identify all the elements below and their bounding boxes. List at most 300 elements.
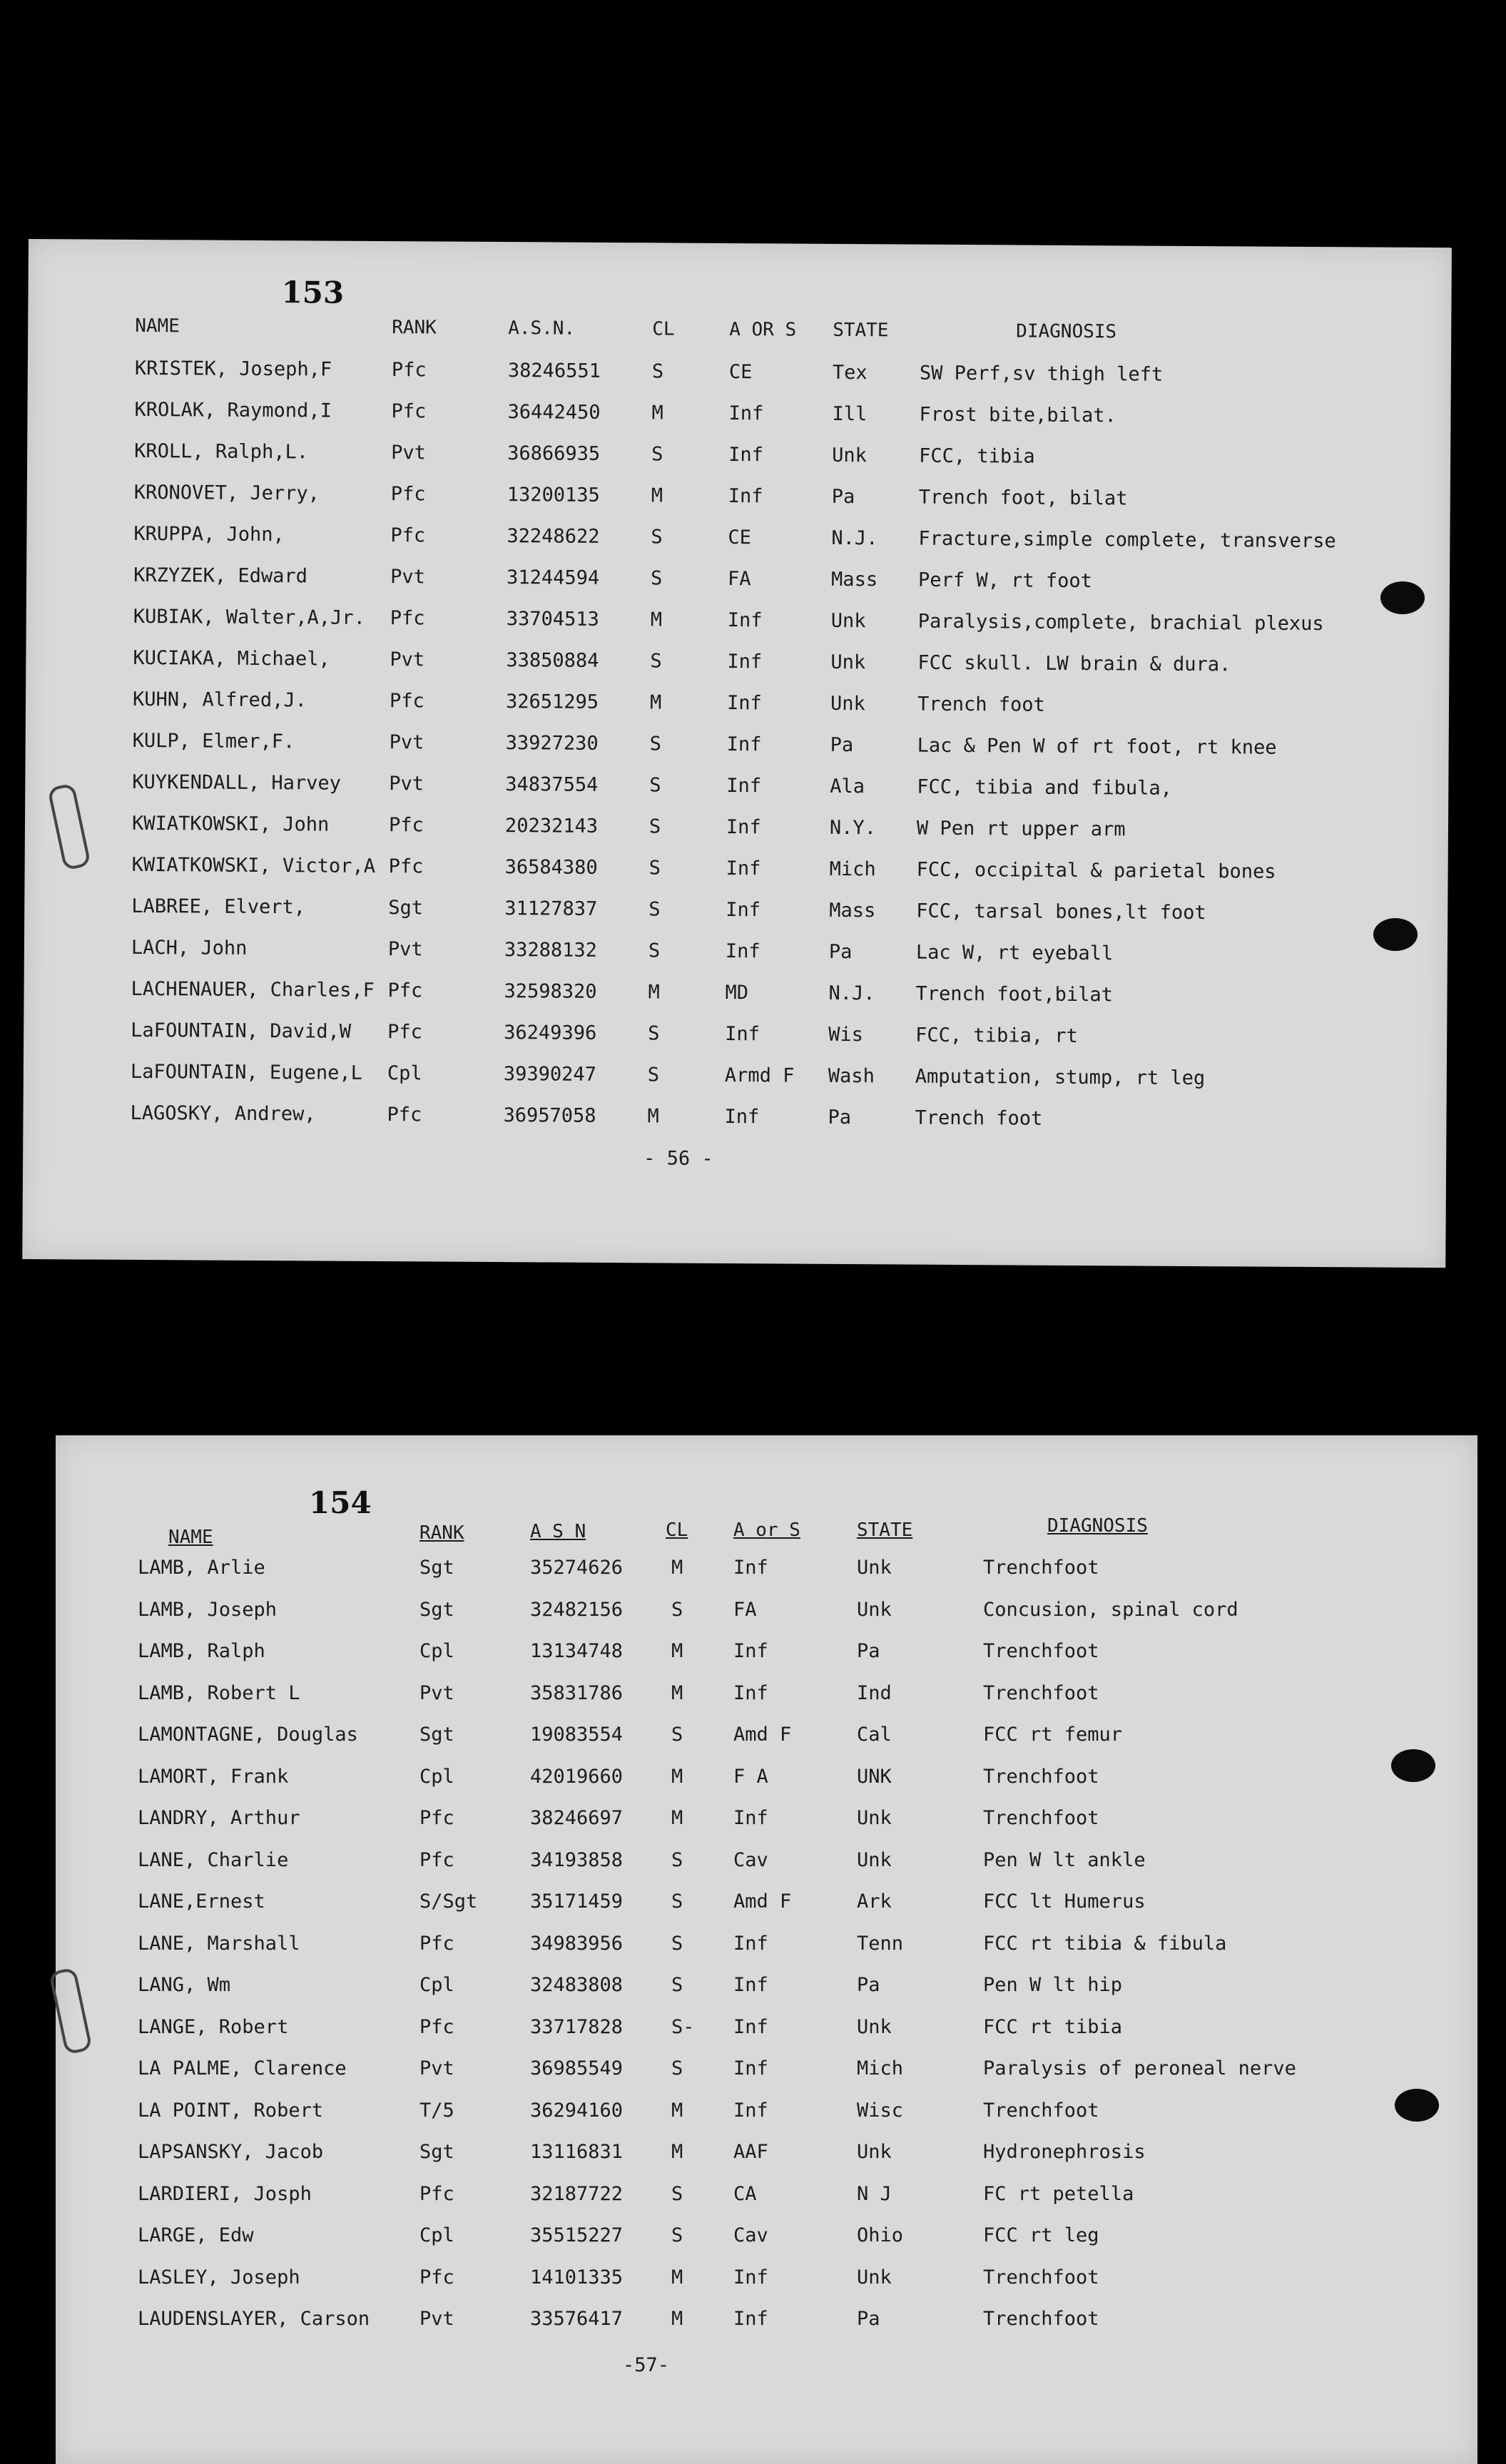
cell-state: Tenn [857, 1932, 904, 1955]
cell-aors: Inf [733, 1557, 768, 1579]
cell-state: Unk [857, 2141, 892, 2163]
cell-diagnosis: FCC, occipital & parietal bones [916, 858, 1276, 883]
cell-diagnosis: Trenchfoot [983, 1765, 1099, 1788]
cell-name: LASLEY, Joseph [138, 2266, 300, 2289]
cell-cl: S [671, 2182, 683, 2205]
cell-aors: FA [728, 567, 751, 591]
table-row [56, 2141, 1477, 2182]
cell-diagnosis: Paralysis,complete, brachial plexus [917, 610, 1324, 636]
cell-name: KRUPPA, John, [133, 522, 285, 546]
cell-state: Wisc [857, 2099, 904, 2122]
cell-aors: Inf [726, 774, 762, 798]
table-row [56, 2016, 1477, 2057]
cell-rank: Pfc [419, 1848, 454, 1871]
cell-aors: FA [733, 1598, 757, 1621]
cell-aors: Amd F [733, 1890, 792, 1913]
cell-asn: 32598320 [504, 980, 597, 1003]
table-row [56, 1599, 1477, 1640]
cell-state: Ind [857, 1681, 892, 1704]
cell-name: LACHENAUER, Charles,F [131, 977, 375, 1002]
cell-aors: Inf [733, 2015, 768, 2038]
cell-aors: Cav [733, 1848, 768, 1871]
cell-cl: S [648, 815, 661, 838]
cell-asn: 42019660 [530, 1765, 624, 1788]
cell-rank: Pfc [389, 690, 424, 713]
page-footer: -57- [623, 2354, 670, 2376]
cell-cl: S [671, 2057, 683, 2079]
table-row [56, 1682, 1477, 1724]
table-row [56, 1974, 1477, 2015]
cell-state: Mich [829, 857, 876, 881]
cell-name: LABREE, Elvert, [131, 895, 306, 919]
cell-state: Unk [830, 692, 865, 716]
table-row [56, 2308, 1477, 2349]
table-row [56, 1849, 1477, 1890]
cell-aors: Inf [733, 1974, 768, 1996]
cell-rank: Cpl [419, 1765, 454, 1788]
cell-rank: Pfc [387, 1021, 423, 1044]
cell-diagnosis: Lac & Pen W of rt foot, rt knee [917, 734, 1277, 759]
cell-cl: M [649, 691, 662, 714]
cell-asn: 32187722 [530, 2182, 624, 2205]
cell-rank: Pvt [389, 731, 424, 754]
cell-rank: Pfc [419, 2182, 454, 2205]
cell-state: Unk [857, 1848, 892, 1871]
punch-hole [1391, 1749, 1435, 1782]
cell-rank: Pfc [390, 483, 426, 506]
cell-rank: Pvt [419, 2057, 454, 2079]
cell-rank: Sgt [419, 2141, 454, 2163]
cell-aors: Inf [726, 691, 762, 715]
cell-state: Unk [857, 1557, 892, 1579]
cell-cl: S [649, 774, 661, 797]
cell-aors: Inf [733, 2099, 768, 2122]
cell-cl: S [671, 1974, 683, 1996]
cell-cl: S [648, 898, 661, 921]
cell-cl: M [671, 1557, 683, 1579]
cell-state: N.Y. [829, 816, 877, 840]
cell-name: LA POINT, Robert [138, 2099, 324, 2122]
cell-rank: Pfc [419, 2015, 454, 2038]
cell-asn: 35831786 [530, 1681, 624, 1704]
cell-aors: Inf [733, 1807, 768, 1829]
cell-state: Pa [828, 940, 853, 964]
cell-rank: Pfc [419, 2266, 454, 2289]
cell-diagnosis: Trench foot [915, 1106, 1043, 1130]
cell-cl: M [647, 1105, 659, 1128]
cell-name: LAMB, Robert L [138, 1681, 300, 1704]
cell-rank: Cpl [387, 1062, 422, 1085]
table-row [56, 2224, 1477, 2266]
cell-name: KUBIAK, Walter,A,Jr. [133, 605, 365, 629]
cell-diagnosis: FCC, tibia [919, 444, 1035, 468]
cell-state: Pa [828, 1106, 852, 1129]
cell-state: Pa [830, 733, 854, 757]
cell-aors: AAF [733, 2141, 768, 2163]
cell-diagnosis: Concusion, spinal cord [983, 1598, 1238, 1621]
cell-state: Wash [828, 1064, 875, 1088]
cell-state: Wis [828, 1023, 864, 1047]
cell-asn: 34837554 [505, 773, 599, 796]
cell-asn: 36249396 [504, 1022, 597, 1044]
cell-name: LAMONTAGNE, Douglas [138, 1724, 358, 1746]
header-name: NAME [135, 315, 180, 337]
cell-state: Unk [857, 1807, 892, 1829]
cell-rank: T/5 [419, 2099, 454, 2122]
cell-aors: Inf [733, 1932, 768, 1955]
cell-cl: S [671, 1724, 683, 1746]
cell-diagnosis: FCC, tibia, rt [915, 1024, 1078, 1048]
cell-aors: Armd F [724, 1064, 795, 1087]
cell-rank: Cpl [419, 1640, 454, 1662]
cell-asn: 31244594 [507, 566, 600, 589]
cell-state: Ill [832, 402, 868, 426]
cell-aors: Inf [733, 2308, 768, 2330]
cell-cl: S [651, 526, 663, 549]
cell-cl: M [671, 1640, 683, 1662]
cell-rank: Sgt [419, 1598, 454, 1621]
cell-rank: Pfc [390, 607, 425, 630]
cell-asn: 19083554 [530, 1724, 624, 1746]
cell-diagnosis: FC rt petella [983, 2182, 1134, 2205]
cell-asn: 33927230 [505, 732, 599, 755]
cell-asn: 35515227 [530, 2224, 624, 2246]
cell-diagnosis: FCC rt tibia & fibula [983, 1932, 1227, 1955]
cell-name: LANG, Wm [138, 1974, 231, 1996]
cell-diagnosis: FCC skull. LW brain & dura. [917, 651, 1231, 676]
cell-diagnosis: Trenchfoot [983, 2099, 1099, 2122]
cell-cl: M [648, 981, 660, 1004]
cell-state: N.J. [828, 982, 875, 1005]
header-rank: RANK [392, 317, 437, 339]
cell-cl: M [671, 2308, 683, 2330]
cell-aors: Inf [726, 815, 761, 839]
table-row [56, 1766, 1477, 1807]
cell-asn: 36442450 [507, 401, 601, 424]
cell-rank: Pfc [387, 1104, 422, 1126]
cell-diagnosis: FCC, tibia and fibula, [917, 775, 1173, 800]
cell-cl: M [671, 2266, 683, 2289]
cell-name: KRZYZEK, Edward [133, 564, 308, 588]
cell-name: KROLL, Ralph,L. [134, 439, 309, 464]
cell-state: Mass [831, 568, 878, 591]
cell-aors: Cav [733, 2224, 768, 2246]
cell-asn: 13134748 [530, 1640, 624, 1662]
cell-diagnosis: Trench foot [917, 693, 1045, 716]
cell-asn: 36294160 [530, 2099, 624, 2122]
cell-diagnosis: FCC rt femur [983, 1724, 1123, 1746]
cell-state: Ohio [857, 2224, 904, 2246]
cell-aors: Inf [728, 484, 763, 508]
cell-state: Pa [857, 1640, 880, 1662]
cell-asn: 35274626 [530, 1557, 624, 1579]
cell-rank: Pvt [387, 938, 423, 961]
cell-name: LAMB, Ralph [138, 1640, 265, 1662]
cell-cl: S- [671, 2015, 695, 2038]
cell-rank: Pfc [419, 1932, 454, 1955]
cell-asn: 39390247 [503, 1063, 597, 1086]
cell-asn: 38246697 [530, 1807, 624, 1829]
cell-asn: 36584380 [504, 856, 598, 879]
cell-name: LAPSANSKY, Jacob [138, 2141, 324, 2163]
cell-name: LANE,Ernest [138, 1890, 265, 1913]
cell-diagnosis: Trenchfoot [983, 1557, 1099, 1579]
record-card-153 [22, 239, 1452, 1268]
cell-aors: Inf [728, 402, 764, 425]
cell-diagnosis: Lac W, rt eyeball [915, 941, 1114, 965]
cell-rank: Cpl [419, 2224, 454, 2246]
cell-state: N.J. [831, 526, 878, 550]
header-a-or-s: A OR S [729, 319, 797, 341]
cell-diagnosis: Trench foot,bilat [915, 982, 1113, 1007]
cell-state: Ark [857, 1890, 892, 1913]
cell-state: UNK [857, 1765, 892, 1788]
cell-asn: 34983956 [530, 1932, 624, 1955]
header-cl: CL [666, 1519, 688, 1541]
cell-diagnosis: Frost bite,bilat. [919, 403, 1116, 427]
cell-asn: 32482156 [530, 1598, 624, 1621]
cell-rank: Pvt [391, 442, 427, 464]
cell-asn: 33704513 [506, 608, 599, 631]
cell-name: LANE, Marshall [138, 1932, 300, 1955]
cell-name: LaFOUNTAIN, David,W [131, 1019, 352, 1043]
cell-diagnosis: W Pen rt upper arm [916, 817, 1126, 841]
cell-state: Mich [857, 2057, 904, 2079]
cell-diagnosis: Trenchfoot [983, 1807, 1099, 1829]
cell-aors: Inf [725, 940, 760, 963]
cell-state: Unk [830, 609, 866, 633]
cell-state: Cal [857, 1724, 892, 1746]
table-row [56, 1724, 1477, 1765]
cell-asn: 36985549 [530, 2057, 624, 2079]
cell-aors: Inf [726, 898, 761, 922]
cell-cl: M [671, 1765, 683, 1788]
cell-name: LAMB, Arlie [138, 1557, 265, 1579]
cell-cl: M [671, 2099, 683, 2122]
cell-diagnosis: Amputation, stump, rt leg [915, 1065, 1206, 1090]
table-row [56, 1557, 1477, 1598]
table-row [56, 2057, 1477, 2099]
cell-asn: 34193858 [530, 1848, 624, 1871]
cell-asn: 13116831 [530, 2141, 624, 2163]
cell-cl: S [647, 1064, 660, 1086]
cell-rank: Sgt [419, 1724, 454, 1746]
cell-state: Pa [831, 485, 855, 509]
cell-diagnosis: Fracture,simple complete, transverse [918, 527, 1336, 553]
punch-hole [1395, 2089, 1439, 2122]
cell-aors: CA [733, 2182, 757, 2205]
cell-rank: Cpl [419, 1974, 454, 1996]
header-state: STATE [833, 319, 889, 342]
cell-state: Unk [830, 651, 866, 674]
cell-state: Ala [830, 775, 865, 798]
cell-rank: Pvt [419, 1681, 454, 1704]
punch-hole [1373, 918, 1418, 951]
cell-name: LA PALME, Clarence [138, 2057, 347, 2079]
cell-aors: CE [728, 361, 753, 384]
cell-aors: Inf [733, 2266, 768, 2289]
cell-state: Unk [857, 2015, 892, 2038]
cell-aors: MD [725, 981, 749, 1004]
cell-cl: S [651, 567, 663, 590]
cell-cl: S [648, 940, 661, 962]
table-row [56, 1890, 1477, 1932]
record-card-154 [56, 1435, 1477, 2464]
table-row [23, 1101, 1446, 1151]
cell-rank: Pvt [390, 648, 425, 671]
cell-cl: S [649, 733, 662, 755]
cell-aors: Inf [733, 1681, 768, 1704]
header-cl: CL [652, 318, 675, 340]
table-row [56, 2266, 1477, 2308]
cell-rank: S/Sgt [419, 1890, 478, 1913]
header-state: STATE [857, 1519, 913, 1541]
cell-name: KUHN, Alfred,J. [132, 688, 307, 712]
header-name: NAME [168, 1527, 213, 1548]
cell-state: Mass [829, 899, 876, 922]
cell-diagnosis: Trenchfoot [983, 1681, 1099, 1704]
cell-name: LANE, Charlie [138, 1848, 289, 1871]
cell-diagnosis: FCC rt leg [983, 2224, 1099, 2246]
cell-rank: Pfc [390, 524, 426, 547]
cell-name: LARDIERI, Josph [138, 2182, 312, 2205]
cell-diagnosis: Trench foot, bilat [918, 486, 1128, 510]
cell-name: LANGE, Robert [138, 2015, 289, 2038]
cell-diagnosis: SW Perf,sv thigh left [919, 362, 1164, 386]
table-row [56, 1933, 1477, 1974]
cell-name: LAMORT, Frank [138, 1765, 289, 1788]
cell-rank: Pfc [391, 359, 427, 382]
cell-asn: 32483808 [530, 1974, 624, 1996]
cell-diagnosis: Hydronephrosis [983, 2141, 1146, 2163]
table-row [56, 2183, 1477, 2224]
header-diagnosis: DIAGNOSIS [1047, 1515, 1148, 1537]
cell-rank: Sgt [388, 897, 424, 920]
cell-diagnosis: Trenchfoot [983, 2266, 1099, 2289]
cell-diagnosis: Pen W lt hip [983, 1974, 1123, 1996]
header-asn: A.S.N. [508, 317, 576, 340]
cell-rank: Pvt [390, 566, 425, 589]
cell-asn: 36866935 [507, 442, 601, 465]
cell-asn: 33717828 [530, 2015, 624, 2038]
page-footer: - 56 - [643, 1147, 713, 1170]
cell-state: Pa [857, 2308, 880, 2330]
cell-name: KUYKENDALL, Harvey [132, 770, 342, 795]
cell-rank: Pfc [388, 855, 424, 878]
table-row [56, 2099, 1477, 2141]
cell-diagnosis: Trenchfoot [983, 1640, 1099, 1662]
cell-aors: CE [728, 526, 752, 549]
cell-diagnosis: Perf W, rt foot [918, 569, 1093, 593]
cell-name: KWIATKOWSKI, Victor,A [131, 853, 376, 877]
cell-diagnosis: Pen W lt ankle [983, 1848, 1146, 1871]
cell-name: LACH, John [131, 936, 248, 959]
cell-cl: M [671, 1681, 683, 1704]
cell-cl: S [671, 2224, 683, 2246]
cell-diagnosis: FCC rt tibia [983, 2015, 1123, 2038]
header-asn: A S N [530, 1521, 586, 1542]
cell-aors: F A [733, 1765, 768, 1788]
cell-rank: Pvt [389, 773, 424, 795]
cell-diagnosis: Paralysis of peroneal nerve [983, 2057, 1296, 2079]
cell-asn: 20232143 [504, 815, 599, 838]
cell-state: N J [857, 2182, 892, 2205]
cell-name: LAMB, Joseph [138, 1598, 278, 1621]
cell-name: KULP, Elmer,F. [132, 729, 295, 753]
cell-cl: S [671, 1848, 683, 1871]
cell-rank: Pfc [388, 814, 424, 837]
punch-hole [1380, 581, 1425, 614]
cell-aors: Inf [726, 857, 761, 880]
page-number: 154 [309, 1485, 372, 1520]
cell-diagnosis: FCC, tarsal bones,lt foot [916, 900, 1206, 925]
cell-asn: 33576417 [530, 2308, 624, 2330]
cell-cl: S [651, 443, 663, 466]
cell-cl: M [671, 1807, 683, 1829]
cell-name: LaFOUNTAIN, Eugene,L [130, 1060, 363, 1084]
cell-name: KUCIAKA, Michael, [133, 646, 330, 671]
cell-aors: Inf [727, 650, 763, 673]
cell-asn: 14101335 [530, 2266, 624, 2289]
cell-aors: Inf [725, 1022, 760, 1046]
cell-asn: 31127837 [504, 897, 598, 920]
cell-aors: Inf [727, 609, 763, 632]
cell-name: KWIATKOWSKI, John [131, 812, 330, 836]
cell-name: LANDRY, Arthur [138, 1807, 300, 1829]
cell-aors: Inf [733, 1640, 768, 1662]
cell-rank: Sgt [419, 1557, 454, 1579]
cell-cl: S [671, 1932, 683, 1955]
cell-rank: Pvt [419, 2308, 454, 2330]
cell-diagnosis: FCC lt Humerus [983, 1890, 1146, 1913]
cell-name: LARGE, Edw [138, 2224, 254, 2246]
cell-name: KRONOVET, Jerry, [133, 481, 320, 505]
cell-aors: Inf [733, 2057, 768, 2079]
cell-cl: M [651, 484, 663, 507]
table-row [56, 1640, 1477, 1681]
cell-aors: Inf [724, 1105, 760, 1129]
table-row [56, 1807, 1477, 1848]
cell-asn: 38246551 [507, 360, 601, 382]
cell-asn: 32651295 [505, 691, 599, 713]
cell-cl: M [651, 402, 663, 424]
cell-asn: 32248622 [507, 525, 600, 548]
cell-cl: S [651, 360, 664, 383]
cell-rank: Pfc [387, 979, 423, 1002]
cell-aors: Amd F [733, 1724, 792, 1746]
cell-cl: S [648, 857, 661, 880]
cell-asn: 35171459 [530, 1890, 624, 1913]
cell-cl: S [671, 1598, 683, 1621]
cell-state: Unk [857, 1598, 892, 1621]
cell-aors: Inf [726, 733, 762, 756]
cell-cl: M [650, 609, 663, 631]
cell-asn: 33850884 [506, 649, 599, 672]
header-a-or-s: A or S [733, 1519, 800, 1541]
cell-name: LAGOSKY, Andrew, [130, 1101, 316, 1126]
cell-name: KROLAK, Raymond,I [134, 398, 332, 422]
cell-name: LAUDENSLAYER, Carson [138, 2308, 370, 2330]
cell-cl: S [648, 1022, 660, 1045]
cell-state: Tex [832, 361, 868, 385]
cell-cl: S [650, 650, 662, 673]
cell-rank: Pfc [419, 1807, 454, 1829]
cell-diagnosis: Trenchfoot [983, 2308, 1099, 2330]
cell-name: KRISTEK, Joseph,F [134, 357, 332, 381]
cell-state: Unk [857, 2266, 892, 2289]
cell-asn: 36957058 [503, 1104, 596, 1127]
cell-asn: 33288132 [504, 939, 598, 962]
